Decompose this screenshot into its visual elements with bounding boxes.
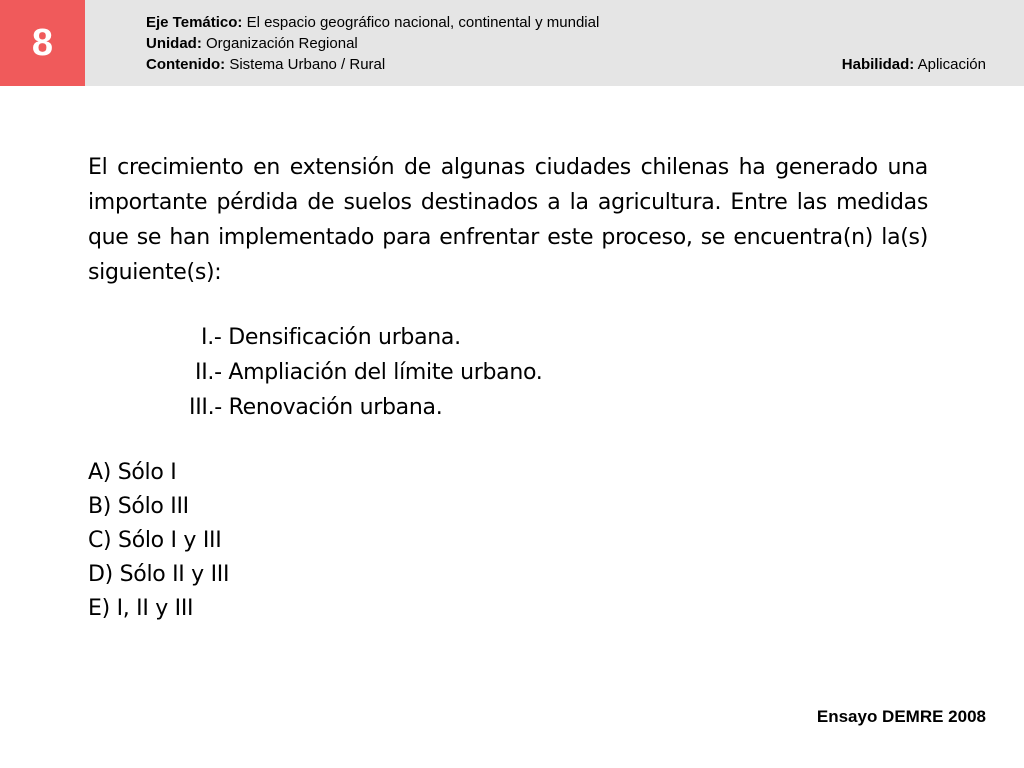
unidad-label: Unidad: — [146, 35, 202, 52]
statement-3: III.- Renovación urbana. — [189, 395, 443, 420]
statement-1: I.- Densificación urbana. — [201, 325, 461, 350]
question-number-badge — [0, 0, 85, 86]
question-text: El crecimiento en extensión de algunas ciudades chilenas ha generado una importante pérdida de suelos destinados a la agricultura. Entre las medidas que se han implementado para enfrentar este proceso, se encuentra(n) la(s) siguiente(s): — [88, 155, 928, 285]
habilidad-label: Habilidad: — [841, 56, 915, 73]
contenido-label: Contenido: — [146, 56, 226, 73]
contenido — [146, 55, 385, 74]
option-e[interactable]: E) I, II y III — [88, 596, 194, 621]
option-b[interactable]: B) Sólo III — [88, 494, 189, 519]
habilidad-value: Aplicación — [914, 56, 986, 73]
answer-options — [88, 456, 229, 626]
slide-header — [0, 0, 1024, 86]
option-d[interactable]: D) Sólo II y III — [88, 562, 230, 587]
eje-tematico — [146, 13, 599, 32]
habilidad — [842, 55, 986, 74]
eje-label: Eje Temático: — [146, 14, 243, 31]
source-footer: Ensayo DEMRE 2008 — [816, 707, 986, 726]
option-a[interactable]: A) Sólo I — [88, 460, 177, 485]
contenido-value: Sistema Urbano / Rural — [225, 56, 386, 73]
unidad-value: Organización Regional — [201, 35, 358, 52]
eje-value: El espacio geográfico nacional, continental y mundial — [242, 14, 600, 31]
statement-2: II.- Ampliación del límite urbano. — [195, 360, 543, 385]
question-number: 8 — [31, 21, 54, 64]
unidad — [146, 34, 358, 53]
option-c[interactable]: C) Sólo I y III — [88, 528, 222, 553]
